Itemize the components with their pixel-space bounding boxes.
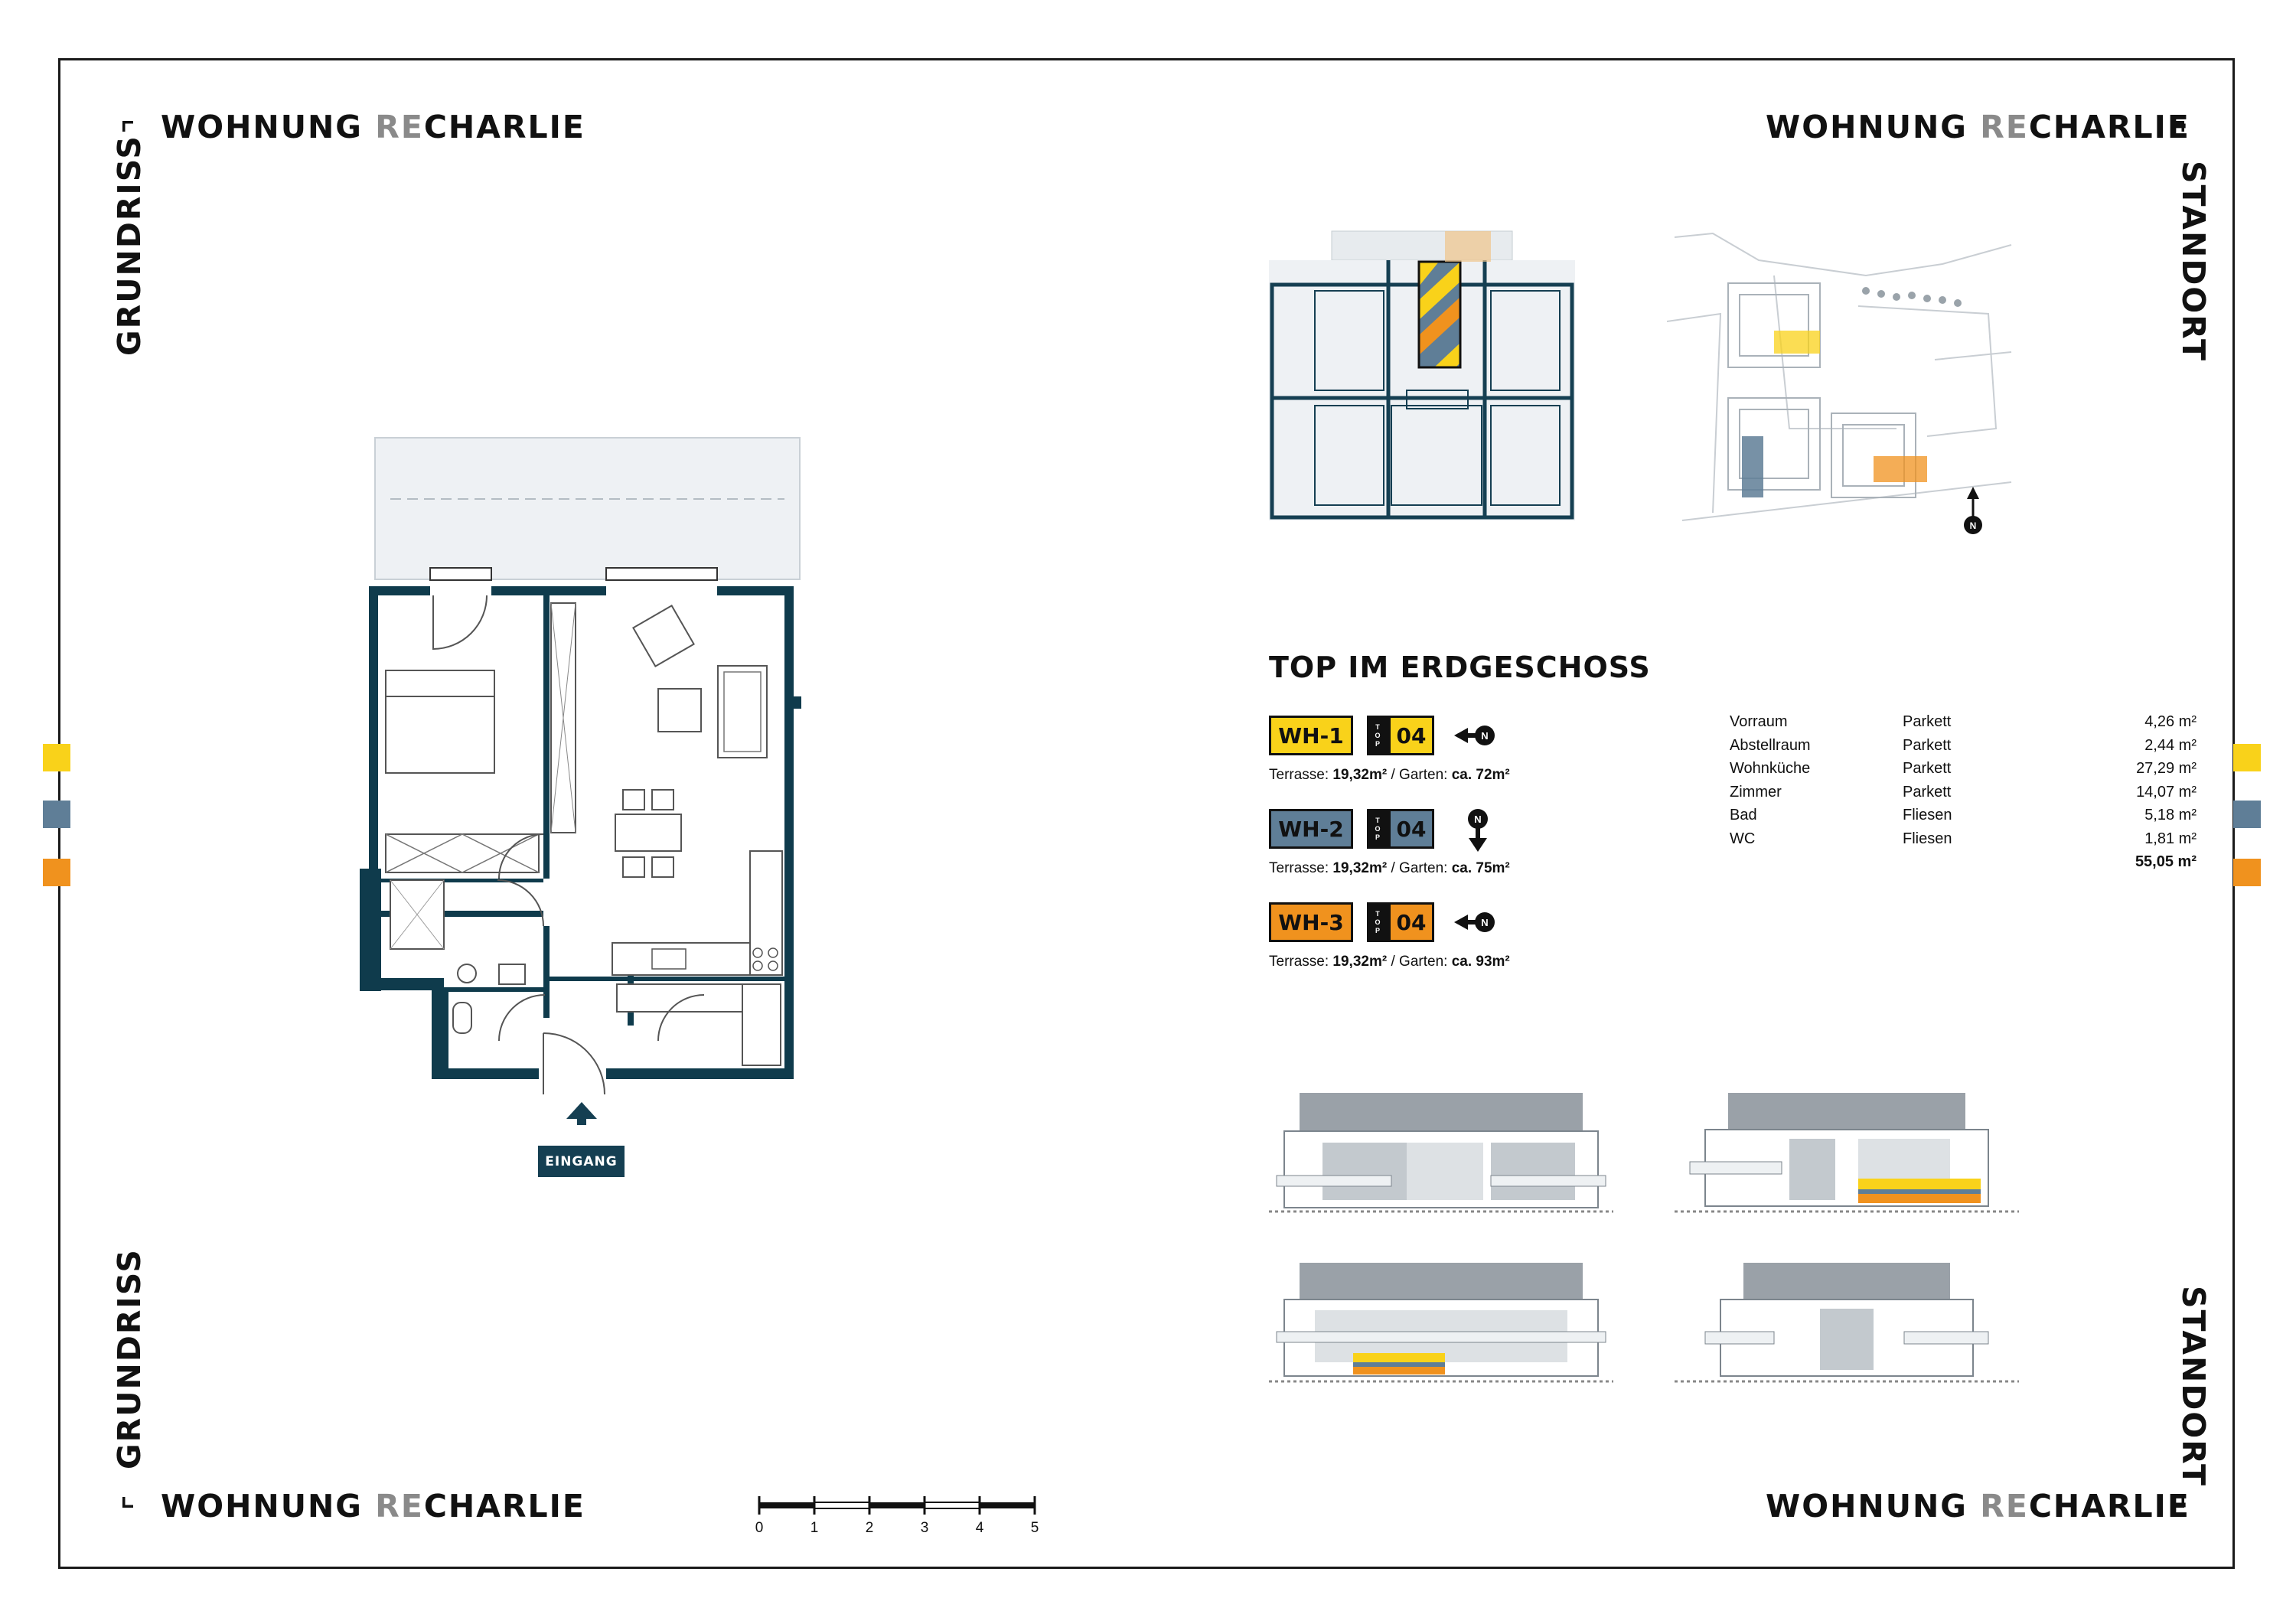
unit-info-wh1: Terrasse: 19,32m² / Garten: ca. 72m² <box>1269 767 1510 783</box>
unit-info-wh2: Terrasse: 19,32m² / Garten: ca. 75m² <box>1269 860 1510 876</box>
elevation-east <box>1675 1085 2019 1223</box>
window-top-left <box>430 568 491 580</box>
room-total: 55,05 m² <box>2135 853 2197 870</box>
marker-yellow-right <box>2233 744 2261 771</box>
elevation-west <box>1675 1255 2019 1393</box>
side-label-right-bottom: STANDORT <box>2175 1286 2212 1487</box>
elevation-south <box>1269 1255 1613 1393</box>
unit-row-wh3 <box>1269 902 1499 945</box>
room-area-table <box>1730 713 2197 877</box>
side-label-right-top: STANDORT <box>2175 161 2212 362</box>
scale-label: 0 <box>755 1520 764 1536</box>
top-number: 04 <box>1388 902 1434 942</box>
room-row: Abstellraum Parkett 2,44 m² <box>1730 736 2197 754</box>
compass-west-icon <box>1453 722 1500 749</box>
corner-mark-bottom-left <box>122 1497 133 1508</box>
unit-code-badge: WH-3 <box>1269 902 1353 942</box>
unit-code-badge: WH-1 <box>1269 716 1353 755</box>
site-marker-blue <box>1742 436 1763 497</box>
room-row: Bad Fliesen 5,18 m² <box>1730 807 2197 823</box>
entrance-label: EINGANG <box>538 1146 625 1177</box>
unit-code-badge: WH-2 <box>1269 809 1353 849</box>
compass-label: N <box>1474 814 1482 825</box>
apartment-floor-plan <box>360 436 819 1125</box>
scale-label: 1 <box>810 1520 819 1536</box>
site-north-label: N <box>1969 520 1977 531</box>
marker-blue-left <box>43 801 70 828</box>
unit-row-wh2 <box>1269 809 1499 852</box>
site-marker-orange <box>1874 456 1927 482</box>
brand-bottom-left: WOHNUNG RECHARLIE <box>161 1488 585 1525</box>
window-top-center <box>606 568 717 580</box>
brand-top-left: WOHNUNG RECHARLIE <box>161 109 585 145</box>
marker-yellow-left <box>43 744 70 771</box>
elevation-north <box>1269 1085 1613 1223</box>
scale-label: 3 <box>920 1520 929 1536</box>
room-row: Zimmer Parkett 14,07 m² <box>1730 783 2197 801</box>
scale-label: 2 <box>865 1520 874 1536</box>
brand-bottom-right: WOHNUNG RECHARLIE <box>1766 1488 2190 1525</box>
unit-row-wh1 <box>1269 716 1499 758</box>
top-number: 04 <box>1388 716 1434 755</box>
building-floor-plan <box>1269 230 1575 536</box>
room-row: WC Fliesen 1,81 m² <box>1730 830 2197 847</box>
unit-section-title: TOP IM ERDGESCHOSS <box>1269 651 1651 684</box>
marker-blue-right <box>2233 801 2261 828</box>
corner-mark-top-right <box>2174 121 2184 132</box>
armchair <box>633 605 693 666</box>
corner-mark-bottom-right <box>2174 1497 2184 1508</box>
terrace-area <box>375 438 800 579</box>
site-plan <box>1667 230 2019 551</box>
dining-table <box>615 814 681 851</box>
unit-info-wh3: Terrasse: 19,32m² / Garten: ca. 93m² <box>1269 954 1510 970</box>
marker-orange-right <box>2233 859 2261 886</box>
top-number: 04 <box>1388 809 1434 849</box>
top-label: T O P <box>1367 716 1388 755</box>
scale-label: 4 <box>975 1520 984 1536</box>
compass-west-icon <box>1453 908 1500 936</box>
bed <box>386 670 494 773</box>
side-label-left-top: GRUNDRISS <box>111 135 148 356</box>
top-label: T O P <box>1367 902 1388 942</box>
scale-bar <box>758 1496 1041 1516</box>
top-label: T O P <box>1367 809 1388 849</box>
room-row: Wohnküche Parkett 27,29 m² <box>1730 760 2197 777</box>
site-marker-yellow <box>1774 331 1820 354</box>
compass-label: N <box>1481 917 1489 928</box>
compass-south-icon <box>1465 809 1491 853</box>
room-total-row <box>1730 853 2197 877</box>
room-row: Vorraum Parkett 4,26 m² <box>1730 713 2197 730</box>
corner-mark-top-left <box>122 121 133 132</box>
wardrobe <box>386 834 539 872</box>
brand-top-right: WOHNUNG RECHARLIE <box>1766 109 2190 145</box>
marker-orange-left <box>43 859 70 886</box>
side-label-left-bottom: GRUNDRISS <box>111 1248 148 1469</box>
compass-label: N <box>1481 730 1489 742</box>
scale-label: 5 <box>1030 1520 1039 1536</box>
